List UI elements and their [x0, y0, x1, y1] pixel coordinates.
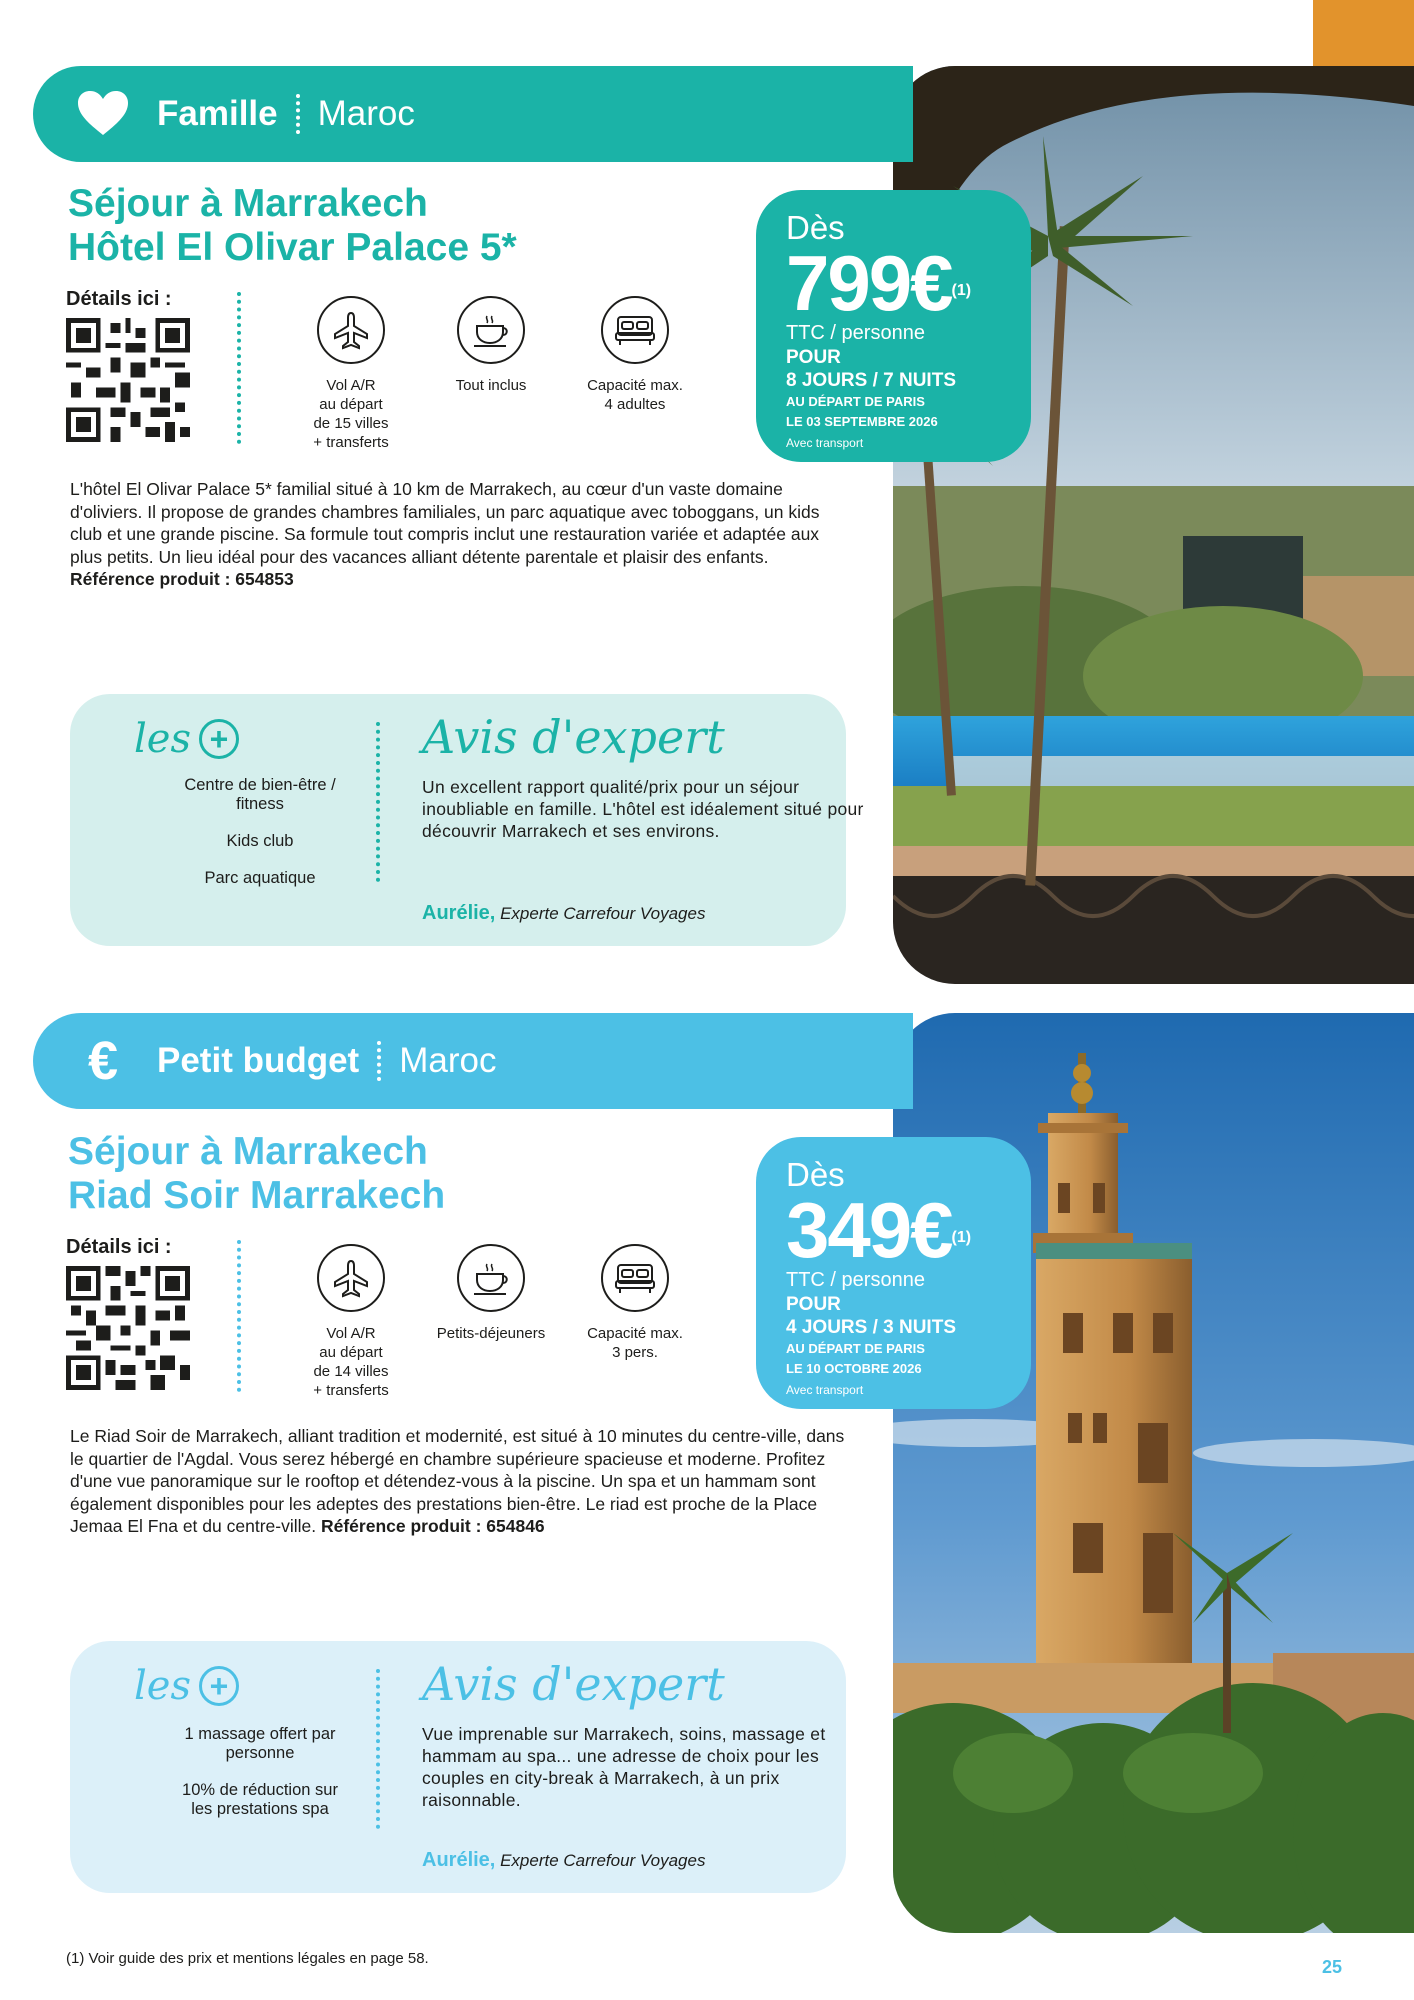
offer-title-line1: Séjour à Marrakech	[68, 182, 428, 225]
category-separator	[296, 94, 300, 134]
category-destination: Maroc	[399, 1041, 497, 1080]
offer-title-line2: Riad Soir Marrakech	[68, 1174, 446, 1217]
price-transport: Avec transport	[786, 1383, 864, 1397]
price-des: Dès	[786, 1156, 845, 1193]
bed-icon	[601, 296, 669, 364]
offer-title-line1: Séjour à Marrakech	[68, 1130, 428, 1173]
feature-label: Petits-déjeuners	[436, 1325, 546, 1342]
plus-box	[70, 694, 864, 946]
les-plus-list	[170, 776, 350, 906]
avis-title: Avis d'expert	[422, 710, 725, 764]
category-separator	[377, 1041, 381, 1081]
category-bar-famille	[33, 66, 913, 162]
euro-icon: €	[87, 1031, 119, 1091]
les-plus-list	[170, 1725, 350, 1837]
price-ttc: TTC / personne	[786, 1269, 925, 1291]
page-number: 25	[1322, 1957, 1343, 1977]
price-depart: AU DÉPART DE PARIS	[786, 394, 925, 409]
les-plus-item: 10% de réduction sur les prestations spa	[182, 1781, 338, 1818]
avis-signature	[422, 902, 705, 925]
les-plus-item: 1 massage offert par personne	[184, 1725, 336, 1762]
description-text: Le Riad Soir de Marrakech, alliant tradition et modernité, est situé à 10 minutes du centre-ville, dans le quartier de l'Agdal. Vous serez hébergé en chambre supérieure spacieuse et moderne. Profitez d'une vue panoramique sur le rooftop et détendez-vous à la piscine. Un spa et un hammam sont également disponibles pour les adeptes des prestations bien-être. Le riad est proche de la Place Jemaa El Fna et du centre-ville.	[70, 1426, 845, 1536]
category-destination: Maroc	[317, 94, 415, 133]
feature-label: Vol A/R au départ de 15 villes + transferts	[313, 377, 389, 451]
price-note: (1)	[951, 1229, 972, 1246]
price-note: (1)	[951, 282, 972, 299]
price-value: 349€	[786, 1186, 952, 1274]
category-bar-petit-budget	[33, 1013, 913, 1109]
feature-board	[416, 296, 566, 395]
plane-icon	[317, 296, 385, 364]
price-pour: POUR	[786, 347, 841, 368]
les-plus-word: les	[134, 1663, 191, 1709]
price-amount	[786, 239, 1031, 327]
price-ttc: TTC / personne	[786, 322, 925, 344]
price-bubble	[756, 190, 1031, 462]
avis-signature	[422, 1849, 705, 1872]
les-plus-item: Kids club	[226, 832, 294, 850]
feature-flight	[276, 1244, 426, 1400]
footnote: (1) Voir guide des prix et mentions légales en page 58.	[66, 1950, 429, 1967]
price-value: 799€	[786, 239, 952, 327]
price-amount	[786, 1186, 1031, 1274]
cup-icon	[457, 1244, 525, 1312]
les-plus-heading	[134, 1663, 239, 1709]
qr-separator	[237, 292, 241, 444]
offer-description	[70, 1425, 850, 1538]
qr-separator	[237, 1240, 241, 1392]
feature-label: Vol A/R au départ de 14 villes + transferts	[313, 1325, 389, 1399]
cup-icon	[457, 296, 525, 364]
price-depart: AU DÉPART DE PARIS	[786, 1341, 925, 1356]
category-name: Famille	[157, 94, 278, 133]
avis-role: Experte Carrefour Voyages	[500, 1851, 706, 1870]
les-plus-word: les	[134, 716, 191, 762]
category-name: Petit budget	[157, 1041, 360, 1080]
offer-description	[70, 478, 850, 591]
avis-role: Experte Carrefour Voyages	[500, 904, 706, 923]
price-date: LE 03 SEPTEMBRE 2026	[786, 414, 938, 429]
description-text: L'hôtel El Olivar Palace 5* familial situé à 10 km de Marrakech, au cœur d'un vaste domaine d'oliviers. Il propose de grandes chambres familiales, un parc aquatique avec toboggans, un kids club et une grande piscine. Sa formule tout compris inclut une restauration variée et adaptée aux plus petits. Un lieu idéal pour des vacances alliant détente parentale et plaisir des enfants.	[70, 479, 820, 567]
plus-separator	[376, 722, 380, 882]
les-plus-item: Parc aquatique	[204, 869, 316, 887]
price-duration: 4 JOURS / 3 NUITS	[786, 1317, 956, 1338]
price-duration: 8 JOURS / 7 NUITS	[786, 370, 956, 391]
feature-label: Tout inclus	[455, 377, 527, 394]
feature-capacity	[560, 296, 710, 414]
les-plus-heading	[134, 716, 239, 762]
plane-icon	[317, 1244, 385, 1312]
price-des: Dès	[786, 209, 845, 246]
feature-label: Capacité max. 3 pers.	[587, 1325, 683, 1361]
offer-title-line2: Hôtel El Olivar Palace 5*	[68, 226, 517, 269]
details-label: Détails ici :	[66, 1236, 172, 1258]
offer-title	[68, 1130, 445, 1218]
details-label: Détails ici :	[66, 288, 172, 310]
price-pour: POUR	[786, 1294, 841, 1315]
product-reference: Référence produit : 654853	[70, 569, 294, 589]
avis-name: Aurélie,	[422, 902, 496, 924]
price-transport: Avec transport	[786, 436, 864, 450]
offer-title	[68, 182, 517, 270]
qr-code[interactable]	[66, 1266, 190, 1390]
plus-circle-icon: +	[199, 1666, 239, 1706]
avis-text: Vue imprenable sur Marrakech, soins, massage et hammam au spa... une adresse de choix pour les couples en city-break à Marrakech, à un prix raisonnable.	[422, 1724, 826, 1810]
feature-capacity	[560, 1244, 710, 1362]
avis-name: Aurélie,	[422, 1849, 496, 1871]
plus-circle-icon: +	[199, 719, 239, 759]
price-bubble	[756, 1137, 1031, 1409]
price-date: LE 10 OCTOBRE 2026	[786, 1361, 922, 1376]
avis-title: Avis d'expert	[422, 1657, 725, 1711]
plus-box	[70, 1641, 846, 1893]
feature-board	[416, 1244, 566, 1343]
feature-flight	[276, 296, 426, 452]
plus-separator	[376, 1669, 380, 1829]
bed-icon	[601, 1244, 669, 1312]
product-reference: Référence produit : 654846	[320, 1516, 545, 1536]
feature-label: Capacité max. 4 adultes	[587, 377, 683, 413]
avis-text: Un excellent rapport qualité/prix pour un séjour inoubliable en famille. L'hôtel est idéalement situé pour découvrir Marrakech et ses environs.	[422, 777, 864, 841]
heart-icon	[73, 84, 133, 144]
qr-code[interactable]	[66, 318, 190, 442]
les-plus-item: Centre de bien-être / fitness	[184, 776, 336, 813]
